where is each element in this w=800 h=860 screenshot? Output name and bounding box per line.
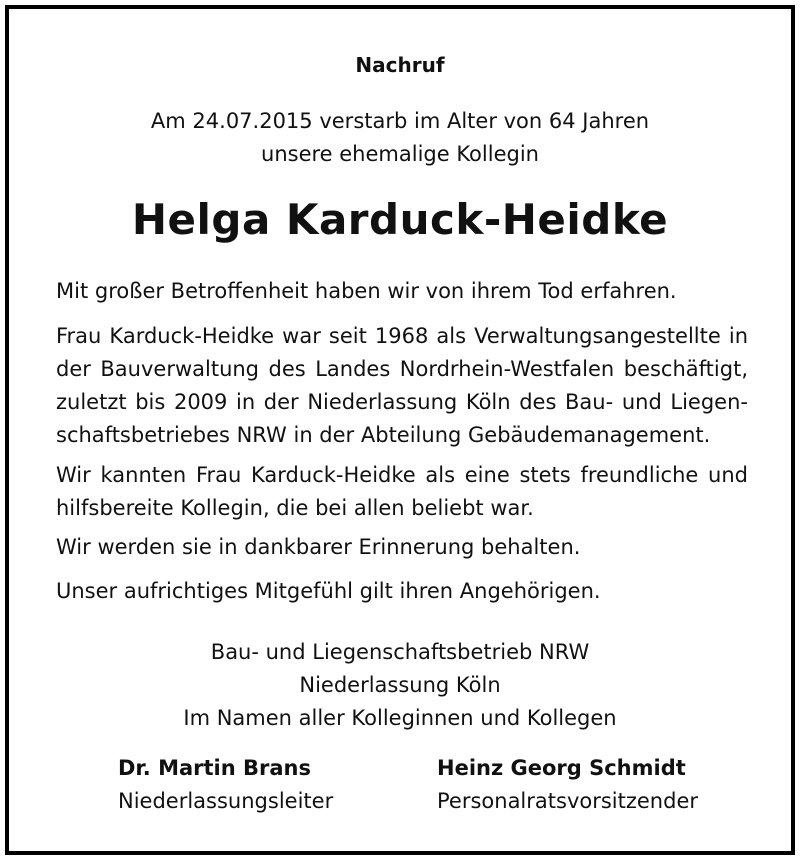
body-paragraph-4: Wir werden sie in dankbarer Erinnerung behalten. (56, 535, 581, 559)
notice-heading: Nachruf (355, 53, 445, 77)
body-paragraph-1: Mit großer Betroffenheit haben wir von ihrem Tod erfahren. (56, 279, 677, 303)
signatory-right-name: Heinz Georg Schmidt (437, 756, 686, 780)
signatory-right-title: Personalratsvorsitzender (437, 789, 699, 813)
organization-line-2: Niederlassung Köln (299, 673, 501, 697)
organization-line-3: Im Namen aller Kolleginnen und Kollegen (183, 706, 617, 730)
organization-block (9, 636, 791, 735)
organization-line-1: Bau- und Liegenschaftsbetrieb NRW (210, 640, 590, 664)
signatory-right (437, 752, 698, 818)
body-paragraph-5: Unser aufrichtiges Mitgefühl gilt ihren Angehörigen. (56, 579, 601, 603)
signatory-left (118, 752, 333, 818)
deceased-name: Helga Karduck-Heidke (131, 195, 669, 244)
signatory-left-name: Dr. Martin Brans (118, 756, 311, 780)
body-paragraph-2: Frau Karduck-Heidke war seit 1968 als Verwaltungsangestellte in der Bauverwaltung des Landes Nordrhein-Westfalen beschäftigt, zuletzt bis 2009 in der Niederlassung Köln des Bau- und Liegenschaftsbetriebes NRW in der Abteilung Gebäudemanagement. (56, 324, 748, 447)
intro-text (9, 105, 791, 171)
obituary-frame (5, 5, 795, 855)
obituary-content (9, 9, 791, 851)
body-paragraph-3: Wir kannten Frau Karduck-Heidke als eine stets freundliche und hilfsbereite Kollegin, die bei allen beliebt war. (56, 463, 748, 520)
intro-line-1: Am 24.07.2015 verstarb im Alter von 64 Jahren (150, 109, 650, 133)
intro-line-2: unsere ehemalige Kollegin (261, 142, 539, 166)
signatory-left-title: Niederlassungsleiter (118, 789, 334, 813)
